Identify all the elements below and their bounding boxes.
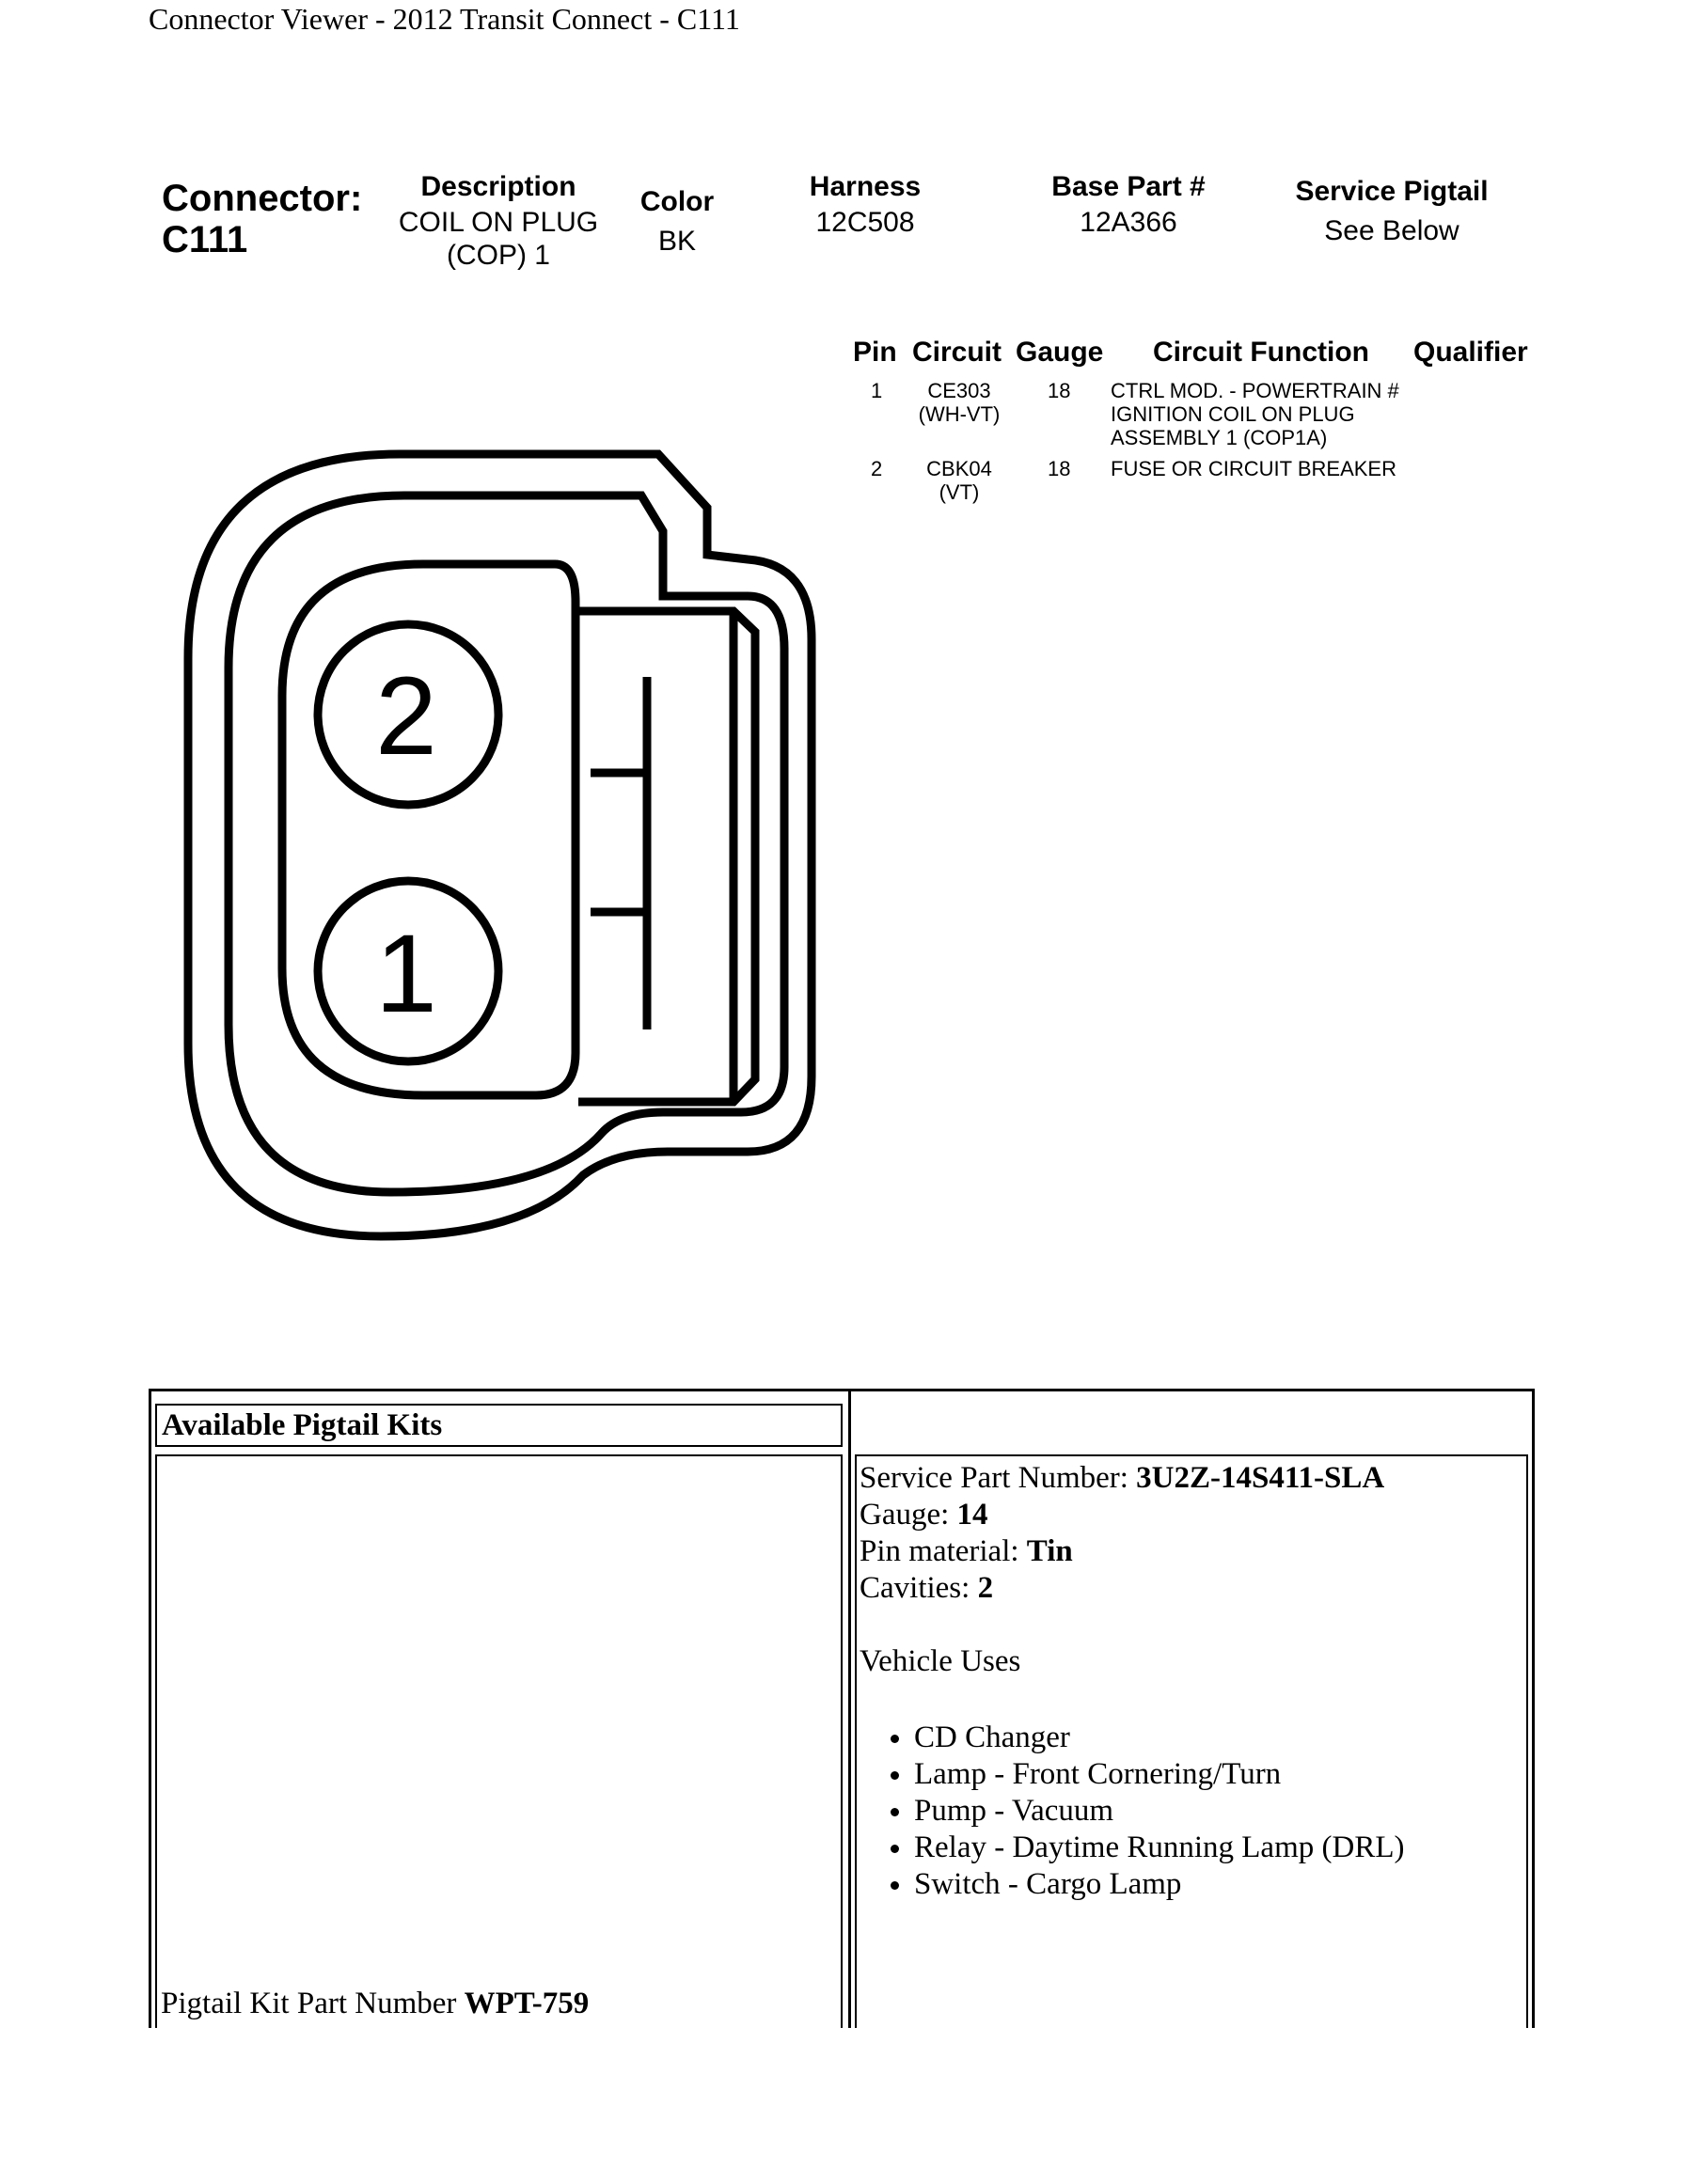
circuit-header: Circuit <box>912 337 1002 368</box>
color-label: Color <box>639 186 715 217</box>
base-part-value: 12A366 <box>1080 207 1177 238</box>
vehicle-use-item: • Switch - Cargo Lamp <box>914 1866 1518 1903</box>
circuit-function-header: Circuit Function <box>1153 337 1369 368</box>
base-part-column <box>1016 169 1241 241</box>
connector-face-diagram <box>169 432 828 1260</box>
vehicle-uses-label: Vehicle Uses <box>860 1644 1021 1678</box>
table-left-border <box>149 1389 151 2028</box>
table-center-divider <box>848 1389 851 2028</box>
pin-1-number: 1 <box>871 379 883 402</box>
service-pin-material-value: Tin <box>1026 1534 1073 1568</box>
harness-label: Harness <box>809 171 922 202</box>
gauge-header: Gauge <box>1016 337 1104 368</box>
connector-id: C111 <box>162 219 248 260</box>
pin-1-function-line3: ASSEMBLY 1 (COP1A) <box>1111 426 1328 449</box>
service-pin-material-label: Pin material: <box>860 1534 1027 1568</box>
service-cavities <box>860 1570 1518 1607</box>
pigtail-kit-part <box>161 1986 589 2022</box>
pin-2-function-line1: FUSE OR CIRCUIT BREAKER <box>1111 457 1396 480</box>
service-pigtail-column <box>1279 174 1505 249</box>
service-cavities-label: Cavities: <box>860 1571 978 1605</box>
pin-2-number: 2 <box>871 457 883 480</box>
pin-2-circuit-color: (VT) <box>939 480 980 504</box>
pin-header: Pin <box>853 337 897 368</box>
pin-2-label: 2 <box>375 654 437 778</box>
qualifier-header: Qualifier <box>1413 337 1528 368</box>
table-top-border <box>149 1389 1535 1391</box>
pin-1-circuit-code: CE303 <box>927 379 991 402</box>
service-cavities-value: 2 <box>977 1571 994 1605</box>
table-right-border <box>1532 1389 1535 2028</box>
vehicle-uses-list <box>860 1720 1518 1903</box>
pin-1-label: 1 <box>375 912 437 1036</box>
pin-1-function <box>1111 379 1399 449</box>
pin-1-function-line1: CTRL MOD. - POWERTRAIN # <box>1111 379 1399 402</box>
color-column <box>621 184 734 259</box>
service-part-number-label: Service Part Number: <box>860 1461 1137 1495</box>
service-gauge-label: Gauge: <box>860 1498 957 1532</box>
color-value: BK <box>657 226 697 257</box>
pigtail-kit-part-label: Pigtail Kit Part Number <box>161 1987 465 2020</box>
harness-column <box>771 169 959 241</box>
service-part-number-value: 3U2Z-14S411-SLA <box>1136 1461 1385 1495</box>
service-part-cell <box>855 1454 1528 2028</box>
service-gauge <box>860 1497 1518 1533</box>
page-title: Connector Viewer - 2012 Transit Connect - C111 <box>149 2 740 36</box>
vehicle-use-item: • Relay - Daytime Running Lamp (DRL) <box>914 1830 1518 1866</box>
service-pigtail-label: Service Pigtail <box>1295 176 1489 207</box>
pigtail-kits-table <box>149 1389 1535 2028</box>
service-part-details <box>860 1460 1518 1903</box>
pin-2-circuit <box>907 457 1011 504</box>
service-pin-material <box>860 1533 1518 1570</box>
service-pigtail-value: See Below <box>1324 215 1459 246</box>
vehicle-use-item: • Lamp - Front Cornering/Turn <box>914 1756 1518 1793</box>
base-part-label: Base Part # <box>1051 171 1206 202</box>
connector-label: Connector: <box>162 178 363 219</box>
description-column <box>386 169 611 271</box>
pigtail-section-title: Available Pigtail Kits <box>162 1408 443 1442</box>
pigtail-title-cell <box>155 1404 843 1447</box>
harness-value: 12C508 <box>815 207 915 238</box>
pigtail-kit-cell <box>155 1454 843 2028</box>
pin-2-circuit-code: CBK04 <box>926 457 992 480</box>
description-label: Description <box>420 171 576 202</box>
pin-2-gauge: 18 <box>1048 457 1071 480</box>
service-gauge-value: 14 <box>956 1498 988 1532</box>
vehicle-use-item: • CD Changer <box>914 1720 1518 1756</box>
connector-lock-tab <box>578 611 755 1102</box>
service-part-number <box>860 1460 1518 1497</box>
pin-1-gauge: 18 <box>1048 379 1071 402</box>
description-line1: COIL ON PLUG <box>398 207 599 238</box>
description-line2: (COP) 1 <box>446 240 550 271</box>
pin-1-circuit-color: (WH-VT) <box>918 402 1001 426</box>
pin-1-circuit <box>907 379 1011 426</box>
vehicle-use-item: • Pump - Vacuum <box>914 1793 1518 1830</box>
pin-1-function-line2: IGNITION COIL ON PLUG <box>1111 402 1355 426</box>
pin-2-function <box>1111 457 1396 480</box>
pigtail-kit-part-value: WPT-759 <box>464 1987 590 2020</box>
